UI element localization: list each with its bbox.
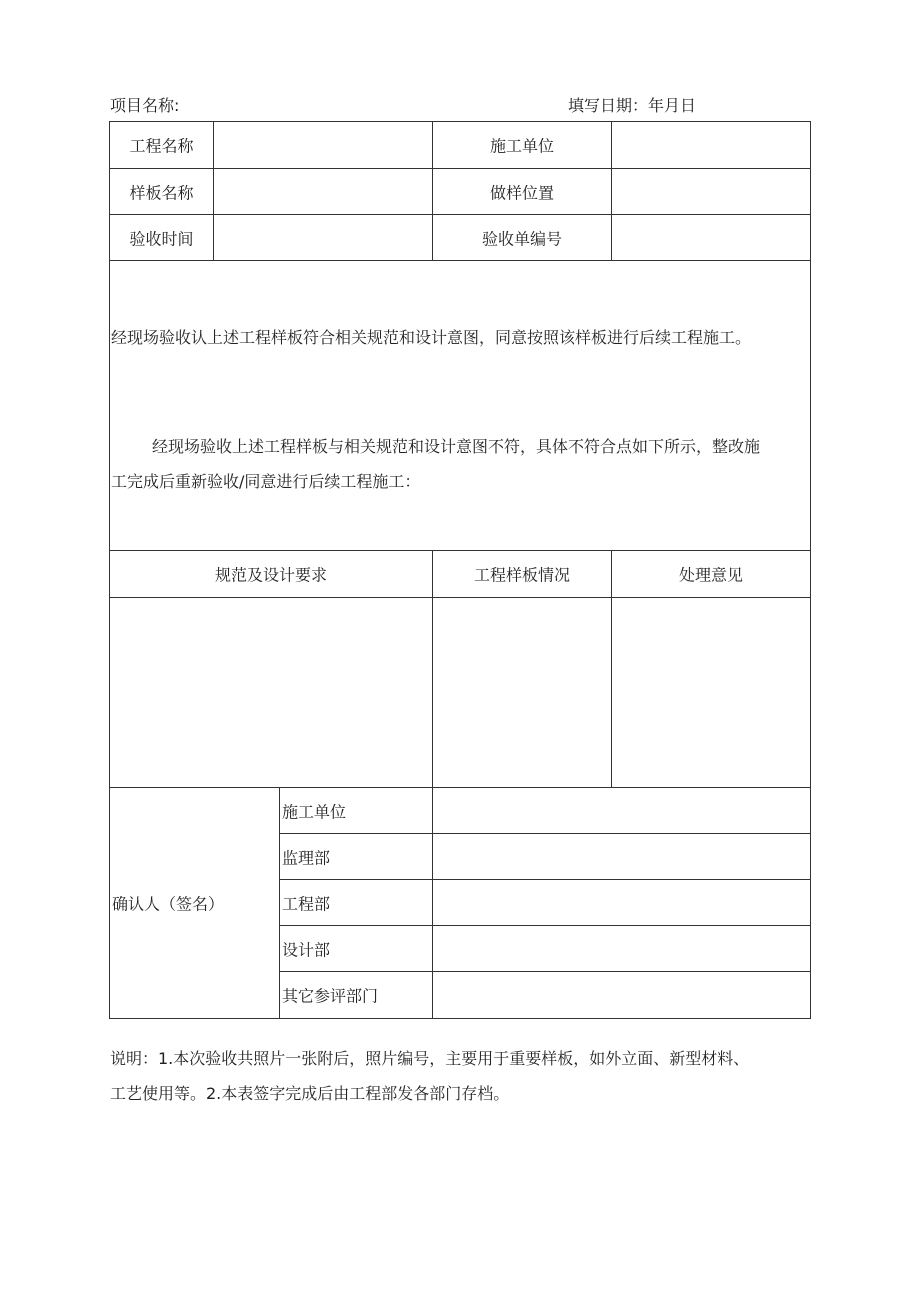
issues-header-cell-2 xyxy=(432,550,612,598)
dept-label-cell xyxy=(279,787,433,834)
signature-other-field[interactable] xyxy=(432,971,811,1019)
dept-engineering-label: 工程部 xyxy=(282,894,331,913)
reject-statement-line-1: 经现场验收上述工程样板与相关规范和设计意图不符，具体不符合点如下所示，整改施 xyxy=(152,437,761,456)
sample-condition-header: 工程样板情况 xyxy=(473,565,571,585)
construction-unit-field-label: 施工单位 xyxy=(489,136,555,156)
conclusion-area xyxy=(109,260,811,551)
info-row-1-right-label-cell xyxy=(432,121,612,169)
dept-label-cell xyxy=(279,879,433,926)
fill-date-label: 填写日期：年月日 xyxy=(568,96,697,115)
dept-label-cell xyxy=(279,833,433,880)
construction-unit-field[interactable] xyxy=(611,121,811,169)
spec-requirements-field[interactable] xyxy=(109,597,433,788)
note-line-1: 说明：1.本次验收共照片一张附后，照片编号，主要用于重要样板，如外立面、新型材料、 xyxy=(110,1049,750,1068)
note-line-2: 工艺使用等。2.本表签字完成后由工程部发各部门存档。 xyxy=(110,1084,510,1103)
dept-label-cell xyxy=(279,925,433,972)
acceptance-time-field[interactable] xyxy=(213,214,433,261)
sample-location-field-label: 做样位置 xyxy=(489,183,555,202)
info-row-2-label-cell xyxy=(109,168,214,215)
dept-supervision-label: 监理部 xyxy=(282,848,331,867)
signature-engineering-field[interactable] xyxy=(432,879,811,926)
approve-statement: 经现场验收认上述工程样板符合相关规范和设计意图，同意按照该样板进行后续工程施工。 xyxy=(111,328,752,347)
spec-requirements-header: 规范及设计要求 xyxy=(214,565,328,585)
dept-other-label: 其它参评部门 xyxy=(282,986,379,1006)
info-row-3-right-label-cell xyxy=(432,214,612,261)
signature-label-cell xyxy=(109,787,280,1019)
handling-opinion-header: 处理意见 xyxy=(678,565,744,585)
info-row-2-right-label-cell xyxy=(432,168,612,215)
info-row-3-label-cell xyxy=(109,214,214,261)
project-name-field-label: 工程名称 xyxy=(129,136,194,156)
acceptance-number-field-label: 验收单编号 xyxy=(481,229,563,248)
sample-location-field[interactable] xyxy=(611,168,811,215)
sample-name-field[interactable] xyxy=(213,168,433,215)
dept-construction-unit-label: 施工单位 xyxy=(282,802,347,821)
project-name-field[interactable] xyxy=(213,121,433,169)
signature-design-field[interactable] xyxy=(432,925,811,972)
issues-header-cell-1 xyxy=(109,550,433,598)
sample-name-field-label: 样板名称 xyxy=(129,183,194,202)
signature-supervision-field[interactable] xyxy=(432,833,811,880)
acceptance-time-field-label: 验收时间 xyxy=(129,229,194,248)
dept-label-cell xyxy=(279,971,433,1019)
reject-statement-line-2: 工完成后重新验收/同意进行后续工程施工： xyxy=(111,472,421,491)
signature-construction-unit-field[interactable] xyxy=(432,787,811,834)
info-row-1-label-cell xyxy=(109,121,214,169)
issues-header-cell-3 xyxy=(611,550,811,598)
project-name-label: 项目名称: xyxy=(110,96,180,115)
sample-condition-field[interactable] xyxy=(432,597,612,788)
handling-opinion-field[interactable] xyxy=(611,597,811,788)
confirmer-signature-label: 确认人（签名） xyxy=(112,894,225,914)
acceptance-number-field[interactable] xyxy=(611,214,811,261)
dept-design-label: 设计部 xyxy=(282,940,331,959)
